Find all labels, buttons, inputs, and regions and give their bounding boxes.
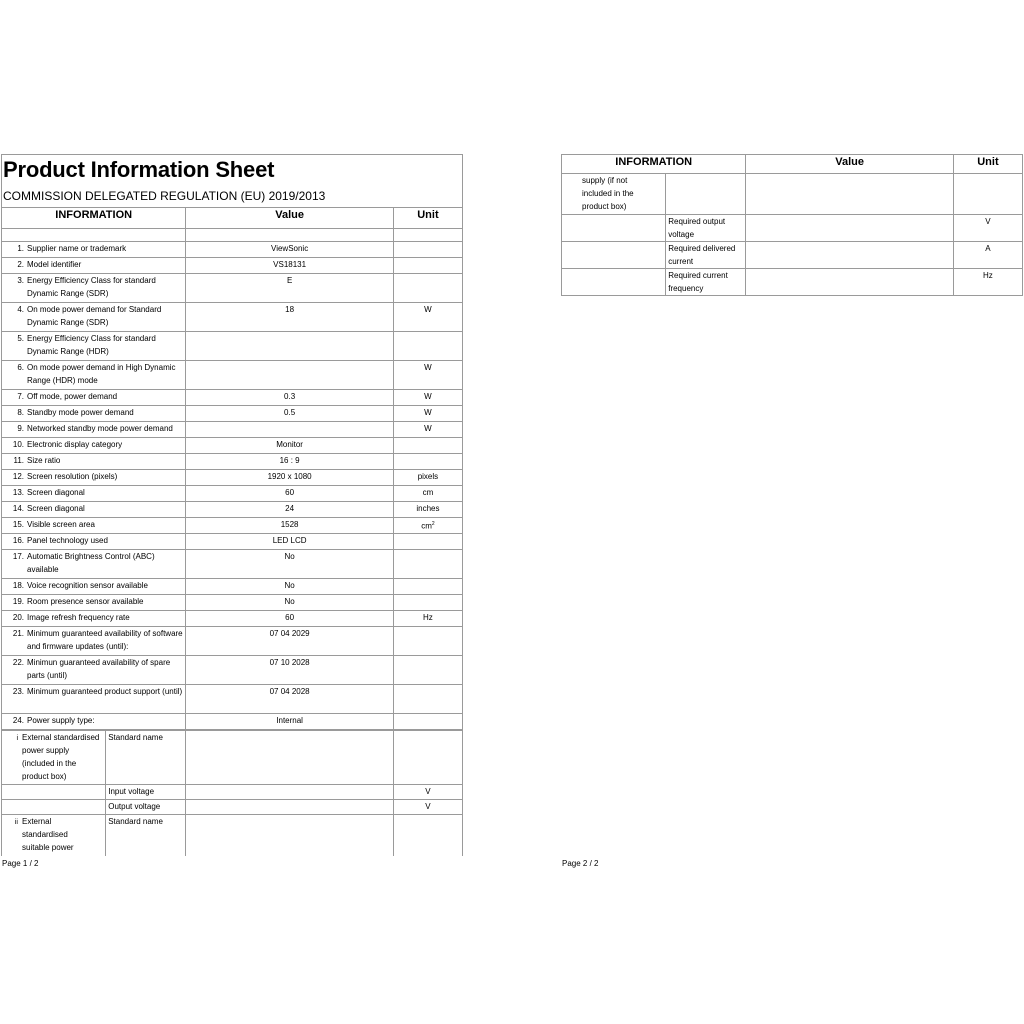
- row-label-cell: [2, 534, 186, 550]
- row-number: 24.: [12, 716, 24, 725]
- row-unit-text: W: [424, 408, 432, 417]
- row-label-cell: [2, 390, 186, 406]
- row-label: Screen diagonal: [27, 504, 85, 513]
- row-number: 6.: [17, 363, 24, 372]
- row-label: Panel technology used: [27, 536, 108, 545]
- row-unit: [393, 242, 462, 258]
- table-row: [2, 579, 463, 595]
- table-row: [2, 422, 463, 438]
- ps-i-roman: i: [16, 735, 18, 742]
- row-label-cell: [2, 361, 186, 390]
- row-value: 16 : 9: [186, 454, 393, 470]
- ps-i-standard-value: [186, 731, 393, 785]
- table-row: [2, 550, 463, 579]
- ps-i-output-unit: V: [393, 800, 462, 815]
- row-number: 15.: [12, 520, 24, 529]
- row-label-cell: [2, 714, 186, 730]
- page-footer-2: Page 2 / 2: [562, 859, 599, 868]
- row-label: Minimum guaranteed product support (until): [27, 687, 183, 696]
- row-unit-superscript: 2: [431, 521, 435, 527]
- table-row: [2, 627, 463, 656]
- ps-ii-label-cell: [2, 815, 106, 856]
- ps-blank: [562, 215, 666, 242]
- row-number: 3.: [17, 276, 24, 285]
- ps-ii-req-output-value: [746, 215, 953, 242]
- ps-i-output-value: [186, 800, 393, 815]
- row-unit: [393, 406, 462, 422]
- col-header-unit: Unit: [393, 208, 462, 229]
- table-row: [2, 438, 463, 454]
- row-label-cell: [2, 258, 186, 274]
- ps-ii-req-current-value: [746, 242, 953, 269]
- ps-ii-req-frequency-unit: Hz: [953, 269, 1022, 296]
- ps-i-label-cell: [2, 731, 106, 785]
- table-row: [2, 454, 463, 470]
- row-label-cell: [2, 332, 186, 361]
- ps-ii-value-blank: [746, 174, 953, 215]
- row-label-cell: [2, 242, 186, 258]
- ps-ii-unit-blank: [953, 174, 1022, 215]
- ps-i-label: External standardised power supply (included in the product box): [22, 733, 100, 781]
- row-number: 9.: [17, 424, 24, 433]
- table-row: [2, 274, 463, 303]
- row-number: 20.: [12, 613, 24, 622]
- row-value: Monitor: [186, 438, 393, 454]
- row-value: No: [186, 550, 393, 579]
- row-unit: [393, 595, 462, 611]
- ps-blank: [2, 800, 106, 815]
- ps-ii-req-current-unit: A: [953, 242, 1022, 269]
- row-number: 8.: [17, 408, 24, 417]
- row-value: 24: [186, 502, 393, 518]
- row-unit: [393, 685, 462, 714]
- page-1: [1, 154, 463, 856]
- row-label: Standby mode power demand: [27, 408, 134, 417]
- row-unit: [393, 714, 462, 730]
- ps-i-standard-name: Standard name: [106, 731, 186, 785]
- row-unit-text: Hz: [423, 613, 433, 622]
- table-row: [2, 390, 463, 406]
- row-label-cell: [2, 274, 186, 303]
- row-value: [186, 332, 393, 361]
- row-number: 1.: [17, 244, 24, 253]
- row-label: Networked standby mode power demand: [27, 424, 173, 433]
- row-number: 23.: [12, 687, 24, 696]
- row-value: 07 10 2028: [186, 656, 393, 685]
- info-table: [1, 207, 463, 730]
- row-label: Power supply type:: [27, 716, 95, 725]
- table-row: [2, 406, 463, 422]
- row-unit: [393, 550, 462, 579]
- row-number: 13.: [12, 488, 24, 497]
- row-unit-text: W: [424, 363, 432, 372]
- row-unit: [393, 656, 462, 685]
- row-label: Size ratio: [27, 456, 61, 465]
- ps-i-output-voltage: Output voltage: [106, 800, 186, 815]
- row-value: 1528: [186, 518, 393, 534]
- table-row: [2, 518, 463, 534]
- title-box: [1, 154, 463, 207]
- ps-ii-roman: ii: [14, 819, 18, 826]
- ps-ii-req-frequency: Required current frequency: [666, 269, 746, 296]
- ps-i-standard-unit: [393, 731, 462, 785]
- ps-i-input-voltage: Input voltage: [106, 785, 186, 800]
- row-value: 07 04 2028: [186, 685, 393, 714]
- col-header-information: INFORMATION: [562, 155, 746, 174]
- row-label-cell: [2, 406, 186, 422]
- row-unit: [393, 534, 462, 550]
- row-number: 17.: [12, 552, 24, 561]
- row-number: 4.: [17, 305, 24, 314]
- row-number: 22.: [12, 658, 24, 667]
- row-value: 0.5: [186, 406, 393, 422]
- row-number: 18.: [12, 581, 24, 590]
- row-value: [186, 422, 393, 438]
- ps-ii-standard-unit: [393, 815, 462, 856]
- row-value: Internal: [186, 714, 393, 730]
- row-value: E: [186, 274, 393, 303]
- row-label-cell: [2, 611, 186, 627]
- row-unit: [393, 627, 462, 656]
- row-unit-text: cm: [421, 521, 432, 531]
- row-label: Voice recognition sensor available: [27, 581, 148, 590]
- row-value: LED LCD: [186, 534, 393, 550]
- table-row: [2, 685, 463, 714]
- power-supply-table: [1, 730, 463, 856]
- row-unit: [393, 274, 462, 303]
- row-label-cell: [2, 550, 186, 579]
- row-number: 19.: [12, 597, 24, 606]
- row-label-cell: [2, 627, 186, 656]
- row-label-cell: [2, 502, 186, 518]
- row-number: 5.: [17, 334, 24, 343]
- table-row: [2, 258, 463, 274]
- ps-ii-sub-blank: [666, 174, 746, 215]
- col-header-unit: Unit: [953, 155, 1022, 174]
- row-value: 07 04 2029: [186, 627, 393, 656]
- row-label: Minimum guaranteed availability of software and firmware updates (until):: [27, 629, 183, 651]
- col-header-information: INFORMATION: [2, 208, 186, 229]
- page-2: [561, 154, 1023, 296]
- row-number: 2.: [17, 260, 24, 269]
- document-title: Product Information Sheet: [3, 157, 275, 182]
- row-label-cell: [2, 438, 186, 454]
- row-label-cell: [2, 470, 186, 486]
- row-number: 7.: [17, 392, 24, 401]
- row-unit-text: W: [424, 392, 432, 401]
- ps-ii-standard-value: [186, 815, 393, 856]
- ps-blank: [2, 785, 106, 800]
- spacer-cell: [393, 229, 462, 242]
- row-value: 1920 x 1080: [186, 470, 393, 486]
- table-row: [2, 611, 463, 627]
- row-value: VS18131: [186, 258, 393, 274]
- ps-ii-req-current: Required delivered current: [666, 242, 746, 269]
- row-label: Visible screen area: [27, 520, 95, 529]
- row-label: Automatic Brightness Control (ABC) available: [27, 552, 155, 574]
- row-label: On mode power demand in High Dynamic Range (HDR) mode: [27, 363, 176, 385]
- row-label: Supplier name or trademark: [27, 244, 127, 253]
- row-unit: [393, 518, 462, 534]
- row-unit: [393, 422, 462, 438]
- row-value: 60: [186, 486, 393, 502]
- ps-ii-req-frequency-value: [746, 269, 953, 296]
- row-label-cell: [2, 422, 186, 438]
- row-unit: [393, 361, 462, 390]
- table-row: [2, 332, 463, 361]
- ps-ii-label-cont: [562, 174, 666, 215]
- page-footer-1: Page 1 / 2: [2, 859, 39, 868]
- row-unit: [393, 258, 462, 274]
- spacer-cell: [186, 229, 393, 242]
- ps-ii-req-output-voltage: Required output voltage: [666, 215, 746, 242]
- row-number: 16.: [12, 536, 24, 545]
- row-unit: [393, 502, 462, 518]
- row-label: Energy Efficiency Class for standard Dynamic Range (SDR): [27, 276, 156, 298]
- ps-blank: [562, 242, 666, 269]
- row-unit: [393, 390, 462, 406]
- row-unit-text: W: [424, 305, 432, 314]
- row-unit: [393, 438, 462, 454]
- col-header-value: Value: [746, 155, 953, 174]
- row-label-cell: [2, 579, 186, 595]
- row-label-cell: [2, 454, 186, 470]
- row-label: Electronic display category: [27, 440, 123, 449]
- row-value: No: [186, 579, 393, 595]
- row-value: No: [186, 595, 393, 611]
- row-label: Screen resolution (pixels): [27, 472, 118, 481]
- row-value: 60: [186, 611, 393, 627]
- ps-ii-label-p2: supply (if not included in the product box): [582, 176, 634, 211]
- row-label: Off mode, power demand: [27, 392, 118, 401]
- row-label: Minimun guaranteed availability of spare parts (until): [27, 658, 171, 680]
- row-label-cell: [2, 486, 186, 502]
- row-unit-text: pixels: [417, 472, 439, 481]
- row-value: 0.3: [186, 390, 393, 406]
- info-table-continued: [561, 154, 1023, 296]
- ps-ii-req-output-unit: V: [953, 215, 1022, 242]
- ps-ii-standard-name: Standard name: [106, 815, 186, 856]
- row-label: Screen diagonal: [27, 488, 85, 497]
- document-subtitle: COMMISSION DELEGATED REGULATION (EU) 2019/2013: [3, 189, 326, 203]
- row-unit: [393, 303, 462, 332]
- row-number: 12.: [12, 472, 24, 481]
- row-unit: [393, 486, 462, 502]
- table-row: [2, 534, 463, 550]
- row-unit: [393, 611, 462, 627]
- table-row: [2, 470, 463, 486]
- row-number: 21.: [12, 629, 24, 638]
- row-label-cell: [2, 656, 186, 685]
- row-number: 10.: [12, 440, 24, 449]
- table-row: [2, 502, 463, 518]
- row-label-cell: [2, 518, 186, 534]
- row-unit: [393, 579, 462, 595]
- row-unit: [393, 470, 462, 486]
- row-label-cell: [2, 303, 186, 332]
- row-number: 14.: [12, 504, 24, 513]
- spacer-cell: [2, 229, 186, 242]
- table-row: [2, 361, 463, 390]
- row-label-cell: [2, 595, 186, 611]
- row-value: ViewSonic: [186, 242, 393, 258]
- row-unit-text: cm: [422, 488, 434, 497]
- table-row: [2, 303, 463, 332]
- row-label: Image refresh frequency rate: [27, 613, 130, 622]
- table-row: [2, 595, 463, 611]
- table-row: [2, 656, 463, 685]
- row-unit: [393, 332, 462, 361]
- ps-i-input-value: [186, 785, 393, 800]
- table-row: [2, 486, 463, 502]
- row-unit-text: inches: [416, 504, 440, 513]
- row-label: Model identifier: [27, 260, 82, 269]
- table-row: [2, 714, 463, 730]
- col-header-value: Value: [186, 208, 393, 229]
- row-value: [186, 361, 393, 390]
- row-label: Energy Efficiency Class for standard Dynamic Range (HDR): [27, 334, 156, 356]
- row-label: On mode power demand for Standard Dynamic Range (SDR): [27, 305, 162, 327]
- row-unit-text: W: [424, 424, 432, 433]
- ps-blank: [562, 269, 666, 296]
- row-label: Room presence sensor available: [27, 597, 144, 606]
- row-number: 11.: [13, 456, 24, 465]
- row-label-cell: [2, 685, 186, 714]
- row-unit: [393, 454, 462, 470]
- table-row: [2, 242, 463, 258]
- ps-ii-label-p1: External standardised suitable power: [22, 817, 74, 852]
- row-value: 18: [186, 303, 393, 332]
- ps-i-input-unit: V: [393, 785, 462, 800]
